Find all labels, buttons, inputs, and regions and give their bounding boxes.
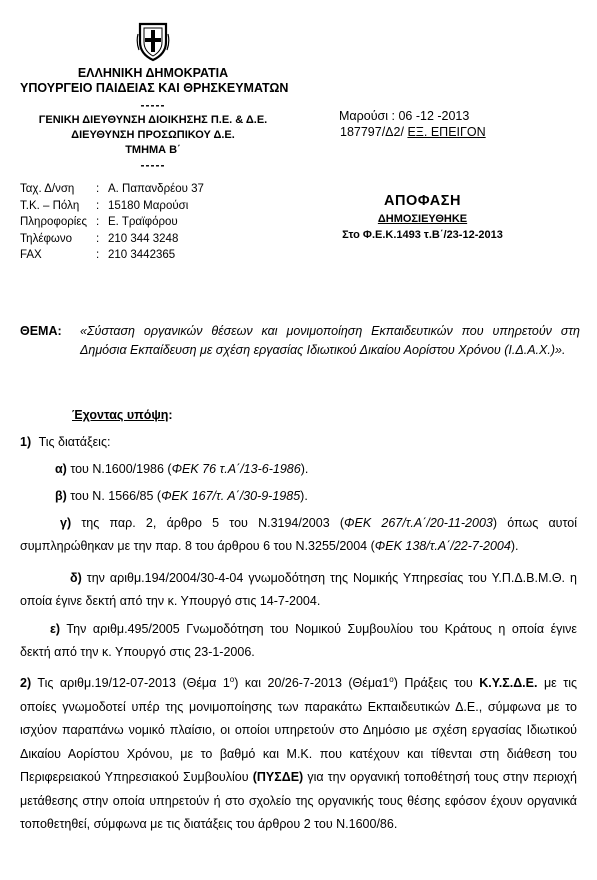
subject-text: «Σύσταση οργανικών θέσεων και μονιμοποίηση Εκπαιδευτικών που υπηρετούν στη Δημόσια Εκπαίδευση με σχέση εργασίας Ιδιωτικού Δικαίου Αορίστου Χρόνου (Ι.Δ.Α.Χ.)». <box>80 324 580 357</box>
contact-value: Ε. Τραϊφόρου <box>108 216 178 228</box>
contact-colon: : <box>96 199 100 212</box>
date-protocol-block <box>339 108 486 140</box>
clause-d <box>20 567 577 613</box>
contact-value: Α. Παπανδρέου 37 <box>108 183 204 195</box>
contact-row <box>20 181 204 198</box>
clause-b <box>55 486 308 507</box>
published-label: ΔΗΜΟΣΙΕΥΘΗΚΕ <box>377 213 468 225</box>
contact-colon: : <box>96 232 100 245</box>
contact-label: Ταχ. Δ/νση <box>20 183 75 195</box>
contact-row <box>20 214 204 231</box>
clause-text: ) όπως αυτοί συμπληρώθηκαν με την παρ. 8 του άρθρου 6 του Ν.3255/2004 ( <box>20 516 577 553</box>
fek-reference: Στο Φ.Ε.Κ.1493 τ.Β΄/23-12-2013 <box>342 229 503 241</box>
paragraph-text: ) Πράξεις του <box>393 676 480 691</box>
paragraph-1-heading <box>20 432 110 453</box>
contact-value: 15180 Μαρούσι <box>108 199 189 212</box>
paragraph-number: 2) <box>20 676 32 691</box>
fek-reference: ΦΕΚ 267/τ.Α΄/20-11-2003 <box>344 516 493 530</box>
clause-c <box>20 512 577 558</box>
clause-text: του Ν. 1566/85 ( <box>66 489 162 503</box>
clause-label: ε) <box>50 622 61 636</box>
fek-reference: ΦΕΚ 138/τ.Α΄/22-7-2004 <box>374 539 511 553</box>
contact-colon: : <box>96 249 100 261</box>
document-date: Μαρούσι : 06 -12 -2013 <box>339 109 470 123</box>
contact-value: 210 3442365 <box>108 249 176 261</box>
clause-label: δ) <box>70 571 82 585</box>
decision-block <box>300 193 545 243</box>
header-directorate-general: ΓΕΝΙΚΗ ΔΙΕΥΘΥΝΣΗ ΔΙΟΙΚΗΣΗΣ Π.Ε. & Δ.Ε. <box>38 114 268 126</box>
paragraph-text: Τις διατάξεις: <box>38 435 111 449</box>
header-directorate: ΔΙΕΥΘΥΝΣΗ ΠΡΟΣΩΠΙΚΟΥ Δ.Ε. <box>71 129 235 141</box>
contact-value: 210 344 3248 <box>108 232 179 245</box>
urgent-badge: ΕΞ. ΕΠΕΙΓΟΝ <box>407 125 486 139</box>
protocol-number <box>340 124 486 140</box>
clause-text: της παρ. 2, άρθρο 5 του Ν.3194/2003 ( <box>71 516 345 530</box>
paragraph-text: Τις αριθμ.19/12-07-2013 (Θέμα 1 <box>31 676 230 691</box>
issuer-header <box>20 66 289 173</box>
contact-row <box>20 198 204 215</box>
clause-text: ). <box>510 539 519 553</box>
fek-reference: ΦΕΚ 76 τ.Α΄/13-6-1986 <box>171 462 301 476</box>
having-regard-colon: : <box>168 408 173 422</box>
contact-label: Τ.Κ. – Πόλη <box>20 199 80 212</box>
contact-colon: : <box>96 216 100 228</box>
header-separator: ----- <box>140 98 166 112</box>
header-country: ΕΛΛΗΝΙΚΗ ΔΗΜΟΚΡΑΤΙΑ <box>77 66 229 80</box>
clause-label: β) <box>55 489 67 503</box>
contact-colon: : <box>96 183 100 195</box>
superscript: ο <box>389 675 394 684</box>
contact-row <box>20 247 204 264</box>
paragraph-number: 1) <box>20 435 32 449</box>
clause-text: Την αριθμ.495/2005 Γνωμοδότηση του Νομικού Συμβουλίου του Κράτους η οποία έγινε δεκτή από την κ. Υπουργό στις 23-1-2006. <box>20 622 577 659</box>
header-separator-2: ----- <box>140 158 166 172</box>
subject-block <box>20 322 580 360</box>
decision-title: ΑΠΟΦΑΣΗ <box>384 193 461 209</box>
clause-e <box>20 618 577 664</box>
kysde-reference: Κ.Υ.Σ.Δ.Ε. <box>479 676 538 691</box>
paragraph-text: ) και 20/26-7-2013 (Θέμα1 <box>234 676 390 691</box>
clause-label: γ) <box>60 516 72 530</box>
subject-label: ΘΕΜΑ: <box>20 324 62 338</box>
paragraph-2 <box>20 668 577 837</box>
contact-row <box>20 231 204 248</box>
greek-coat-of-arms-icon <box>136 20 170 62</box>
clause-text: ). <box>300 489 308 503</box>
clause-text: την αριθμ.194/2004/30-4-04 γνωμοδότηση της Νομικής Υπηρεσίας του Υ.Π.Δ.Β.Μ.Θ. η οποία έγινε δεκτή από την κ. Υπουργό στις 14-7-2004. <box>20 571 577 608</box>
header-ministry: ΥΠΟΥΡΓΕΙΟ ΠΑΙΔΕΙΑΣ ΚΑΙ ΘΡΗΣΚΕΥΜΑΤΩΝ <box>20 81 289 95</box>
contact-label: Τηλέφωνο <box>20 232 73 245</box>
pysde-reference: (ΠΥΣΔΕ) <box>252 770 304 785</box>
clause-label: α) <box>55 462 67 476</box>
paragraph-text: με τις οποίες γνωμοδοτεί υπέρ της μονιμοποίησης των παρακάτω Εκπαιδευτικών Δ.Ε., σύμφωνα με το ισχύον παραπάνω νομικό πλαίσιο, οι οποίοι υπηρετούν στο Δημόσιο με σχέση εργασίας Ιδιωτικού Δικαίου Αορίστου Χρόνου, με το βαθμό και Μ.Κ. που κατέχουν και τίθενται στη διάθεση του Περιφερειακού Υπηρεσιακού Συμβουλίου <box>20 676 577 785</box>
header-department: ΤΜΗΜΑ Β΄ <box>125 144 181 156</box>
fek-reference: ΦΕΚ 167/τ. Α΄/30-9-1985 <box>161 489 301 503</box>
having-regard-heading <box>72 405 173 426</box>
contact-label: Πληροφορίες <box>20 216 88 228</box>
contact-label: FAX <box>20 249 42 261</box>
contact-details <box>20 181 204 264</box>
clause-a <box>55 459 308 480</box>
clause-text: του Ν.1600/1986 ( <box>66 462 172 476</box>
superscript: ο <box>229 675 235 684</box>
having-regard-label: Έχοντας υπόψη <box>72 408 169 422</box>
protocol-prefix: 187797/Δ2/ <box>340 125 408 139</box>
clause-text: ). <box>300 462 309 476</box>
paragraph-text: για την οργανική τοποθέτησή τους στην περιοχή μετάθεσης στην οποία υπηρετούν ή στο σχολείο της οργανικής τους θέσης εφόσον έχουν οργανικά τοποθετηθεί, σύμφωνα με τις διατάξεις του άρθρου 2 του Ν.1600/86. <box>20 770 577 832</box>
